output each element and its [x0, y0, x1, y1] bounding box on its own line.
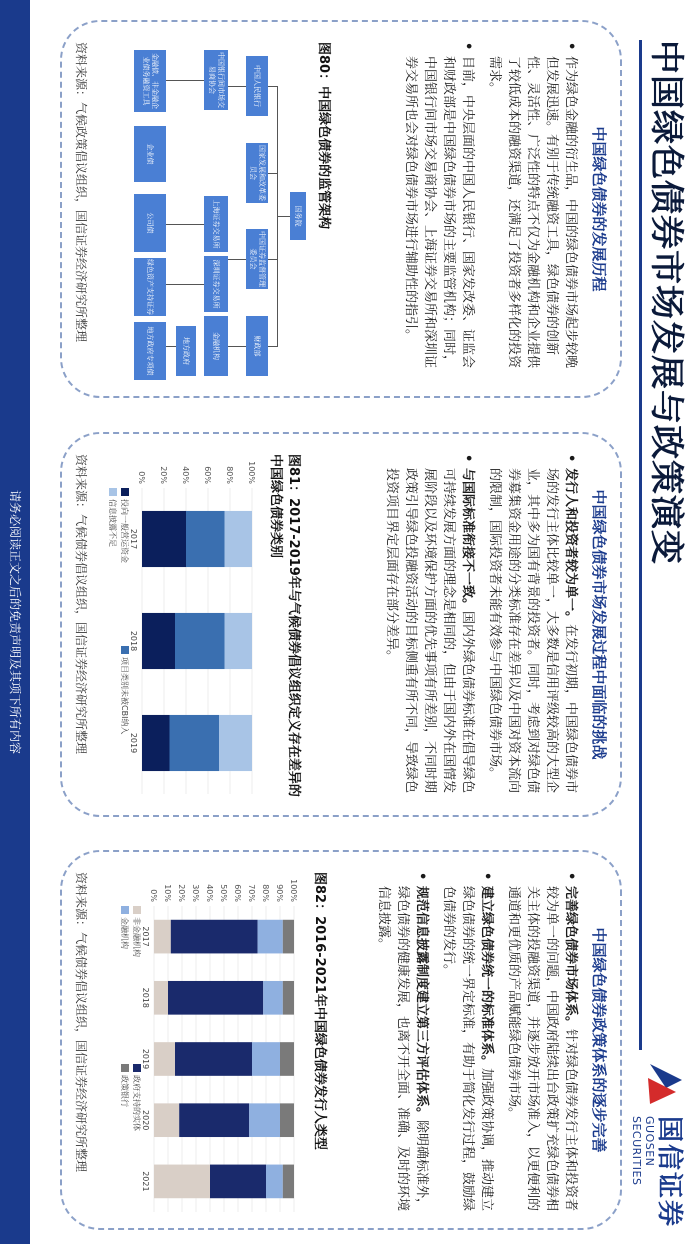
figure-source: 资料来源：气候债券倡议组织，国信证券经济研究所整理	[74, 872, 88, 1173]
legend-label: 项目类别未被CBI纳入	[120, 657, 129, 735]
bar-segment	[186, 511, 225, 567]
bar-segment	[142, 613, 175, 669]
card-body	[366, 872, 580, 1212]
card-heading: 中国绿色债券的发展历程	[590, 126, 608, 292]
y-tick-label: 60%	[233, 884, 242, 902]
legend-swatch	[133, 906, 141, 914]
bullet-bold: 建立绿色债券统一的标准体系。	[479, 886, 494, 1069]
org-low-4: 地方政府	[176, 326, 196, 376]
bar-segment	[154, 1042, 175, 1076]
disclaimer-text: 请务必阅读正文之后的免责声明及其项下所有内容	[8, 489, 22, 754]
figure-source: 资料来源：气候政策倡议组织，国信证券经济研究所整理	[74, 42, 88, 343]
org-mid-0: 中国人民银行	[246, 56, 268, 116]
chart-fig82	[102, 872, 302, 1222]
bullet-text: 针对绿色债券发行主体和投资者较为单一的问题，中国政府陆续出台政策扩充绿色债券相关主体的投融资渠道，并逐步放开市场准入，以更便利的通道和更优质的产品赋能绿色债券市场。	[506, 886, 578, 1212]
y-tick-label: 80%	[225, 466, 234, 484]
org-low-1: 上海证券交易所	[204, 196, 228, 252]
page-stage	[30, 0, 700, 1244]
bar-segment	[249, 1103, 280, 1137]
chart-fig81	[90, 454, 260, 804]
bullet-item: • 与国际标准衔接不一致。国内外绿色债券标准在倡导绿色可持续发展方面的理念是相同的，但由于国内外在国情发展阶段以及环境保护方面的优先事项有所差别，不同时期政策引导绿色投融资活动的目标侧重有所不同，导致绿色投资项目界定层面存在部分差异。	[384, 454, 475, 794]
disclaimer-strip	[0, 0, 30, 1244]
x-tick-label: 2021	[141, 1171, 150, 1192]
bar-segment	[142, 715, 170, 771]
legend-swatch	[121, 1064, 129, 1072]
bullet-bold: 规范信息披露制度建立第三方评估体系。	[414, 886, 429, 1121]
card-body	[393, 42, 580, 380]
bullet-item: • 完善绿色债券市场体系。针对绿色债券发行主体和投资者较为单一的问题，中国政府陆续出台政策扩充绿色债券相关主体的投融资渠道，并逐步放开市场准入，以更便利的通道和更优质的产品赋能绿色债券市场。	[506, 872, 578, 1212]
bullet-item: • 目前，中央层面的中国人民银行、国家发改委、证监会和财政部是中国绿色债券市场的主要监管机构；同时，中国银行间市场交易商协会、上海证券交易所和深圳证券交易所也会对绿色债券市场进行辅助性的指引。	[401, 42, 477, 380]
bar-segment	[142, 511, 186, 567]
org-mid-2: 中国证券监督管理委员会	[246, 229, 268, 289]
y-tick-label: 0%	[149, 889, 158, 902]
bar-segment	[175, 613, 225, 669]
figure-source: 资料来源：气候债券倡议组织，国信证券经济研究所整理	[74, 454, 88, 755]
bar-segment	[266, 1165, 283, 1199]
page-title: 中国绿色债券市场发展与政策演变	[646, 40, 686, 565]
bullet-bold: 发行人和投资者较为单一。	[563, 468, 578, 625]
y-tick-label: 90%	[275, 884, 284, 902]
x-tick-label: 2020	[141, 1110, 150, 1131]
x-tick-label: 2019	[141, 1048, 150, 1070]
card-development-history	[60, 20, 622, 398]
bar-segment	[154, 981, 168, 1015]
guosen-logo	[630, 1060, 692, 1230]
bar-segment	[225, 511, 253, 567]
bar-segment	[219, 715, 252, 771]
card-policy-system	[60, 850, 622, 1230]
y-tick-label: 0%	[137, 471, 146, 484]
bullet-text: 除明确标准外，绿色债券的健康发展，也离不开全面、准确、及时的环境信息披露。	[376, 886, 429, 1212]
x-tick-label: 2019	[129, 732, 138, 754]
y-tick-label: 100%	[247, 461, 256, 484]
org-top: 国务院	[290, 192, 306, 240]
bar-segment	[171, 920, 258, 954]
legend-label: 政府支持的实体	[132, 1075, 141, 1131]
x-tick-label: 2018	[141, 987, 150, 1008]
bullet-text: 作为绿色金融的衍生品，中国的绿色债券市场起步较晚但发展迅速。有别于传统融资工具，绿色债券的创新性、灵活性、广泛性的特点不仅为金融机构和企业提供了较低成本的融资渠道，还满足了投资者多样化的投资需求。	[487, 56, 578, 369]
bar-segment	[154, 920, 171, 954]
bullet-item: • 规范信息披露制度建立第三方评估体系。除明确标准外，绿色债券的健康发展，也离不开全面、准确、及时的环境信息披露。	[376, 872, 429, 1212]
legend-label: 信息披露不足	[108, 499, 117, 547]
bar-segment	[210, 1165, 266, 1199]
y-tick-label: 70%	[247, 884, 256, 902]
org-low-0: 中国银行间市场交易商协会	[204, 50, 228, 110]
bar-segment	[175, 1042, 252, 1076]
y-tick-label: 60%	[203, 466, 212, 484]
y-tick-label: 20%	[177, 884, 186, 902]
logo-cn-text: 国信证券	[654, 1116, 684, 1229]
bar-segment	[280, 1042, 294, 1076]
bar-segment	[283, 1165, 294, 1199]
legend-swatch	[133, 1064, 141, 1072]
bullet-text: 在发行初期，中国绿色债券市场的发行主体比较单一，大多数是信用评级较高的大型企业，其中多为国有背景的投资者。同时，考虑到对绿色债券募集资金用途的分类标准存在差异以及中国对资本流向的限制，国际投资者未能有效参与中国绿色债券市场。	[487, 468, 578, 794]
bullet-item: • 建立绿色债券统一的标准体系。加强政策协调，推动建立绿色债券的统一界定标准，有助于简化发行过程，鼓励绿色债券的发行。	[441, 872, 494, 1212]
org-mid-1: 国家发展和改革委员会	[246, 143, 268, 203]
y-tick-label: 50%	[219, 884, 228, 902]
regulatory-org-chart	[96, 46, 306, 386]
bar-segment	[258, 920, 283, 954]
card-challenges	[60, 432, 622, 817]
x-tick-label: 2018	[129, 630, 138, 652]
bar-segment	[283, 981, 294, 1015]
legend-label: 政策银行	[120, 1075, 129, 1107]
figure-caption: 图81：2017-2019年与气候债券倡议组织定义存在差异的中国绿色债券类别	[268, 454, 301, 797]
x-tick-label: 2017	[141, 926, 150, 947]
legend-label: 投向一般营运资金	[120, 499, 129, 563]
bar-segment	[154, 1103, 179, 1137]
org-bottom-0: 金融债、非金融企业债务融资工具	[134, 50, 166, 112]
bar-segment	[280, 1103, 294, 1137]
legend-swatch	[121, 488, 129, 496]
title-underline	[639, 40, 642, 1050]
bullet-text: 目前，中央层面的中国人民银行、国家发改委、证监会和财政部是中国绿色债券市场的主要监管机构；同时，中国银行间市场交易商协会、上海证券交易所和深圳证券交易所也会对绿色债券市场进行辅助性的指引。	[403, 56, 475, 369]
legend-label: 金融机构	[120, 917, 129, 949]
bullet-bold: 完善绿色债券市场体系。	[563, 886, 578, 1030]
legend-swatch	[109, 488, 117, 496]
org-bottom-2: 公司债	[134, 194, 166, 252]
card-heading: 中国绿色债券政策体系的逐步完善	[590, 927, 608, 1153]
y-tick-label: 30%	[191, 884, 200, 902]
org-bottom-3: 绿色资产支持证券	[134, 258, 166, 316]
rotated-page	[30, 0, 700, 1244]
bullet-item: • 作为绿色金融的衍生品，中国的绿色债券市场起步较晚但发展迅速。有别于传统融资工具，绿色债券的创新性、灵活性、广泛性的特点不仅为金融机构和企业提供了较低成本的融资渠道，还满足了投资者多样化的投资需求。	[485, 42, 580, 380]
y-tick-label: 20%	[159, 466, 168, 484]
bullet-text: 加强政策协调，推动建立绿色债券的统一界定标准，有助于简化发行过程，鼓励绿色债券的发行。	[441, 886, 494, 1212]
card-body	[374, 454, 580, 799]
bullet-text: 国内外绿色债券标准在倡导绿色可持续发展方面的理念是相同的，但由于国内外在国情发展阶段以及环境保护方面的优先事项有所差别，不同时期政策引导绿色投融资活动的目标侧重有所不同，导致绿色投资项目界定层面存在部分差异。	[384, 468, 475, 794]
bar-segment	[263, 981, 283, 1015]
y-tick-label: 40%	[181, 466, 190, 484]
y-tick-label: 40%	[205, 884, 214, 902]
bar-segment	[170, 715, 220, 771]
org-low-2: 深圳证券交易所	[204, 256, 228, 312]
card-heading: 中国绿色债券市场发展过程中面临的挑战	[590, 489, 608, 760]
bullet-item: • 发行人和投资者较为单一。在发行初期，中国绿色债券市场的发行主体比较单一，大多数是信用评级较高的大型企业，其中多为国有背景的投资者。同时，考虑到对绿色债券募集资金用途的分类标准存在差异以及中国对资本流向的限制，国际投资者未能有效参与中国绿色债券市场。	[487, 454, 578, 794]
org-bottom-4: 地方政府专项债	[134, 322, 166, 380]
bar-segment	[283, 920, 294, 954]
figure-caption: 图80：中国绿色债券的监管架构	[316, 42, 331, 230]
y-tick-label: 100%	[289, 879, 298, 902]
y-tick-label: 80%	[261, 884, 270, 902]
logo-en-text: GUOSEN SECURITIES	[630, 1116, 656, 1186]
legend-swatch	[121, 906, 129, 914]
legend-label: 非金融机构	[132, 917, 141, 957]
y-tick-label: 10%	[163, 884, 172, 902]
org-bottom-1: 企业债	[134, 126, 166, 182]
legend-swatch	[121, 646, 129, 654]
org-mid-3: 财政部	[246, 316, 268, 376]
guosen-logo-icon	[642, 1060, 688, 1106]
bar-segment	[154, 1165, 210, 1199]
figure-caption: 图82：2016-2021年中国绿色债券发行人类型	[312, 872, 327, 1150]
bar-segment	[168, 981, 263, 1015]
bar-segment	[252, 1042, 280, 1076]
bar-segment	[225, 613, 253, 669]
x-tick-label: 2017	[129, 528, 138, 550]
bullet-bold: 与国际标准衔接不一致。	[460, 468, 475, 612]
bar-segment	[179, 1103, 249, 1137]
org-low-3: 金融机构	[204, 316, 228, 376]
